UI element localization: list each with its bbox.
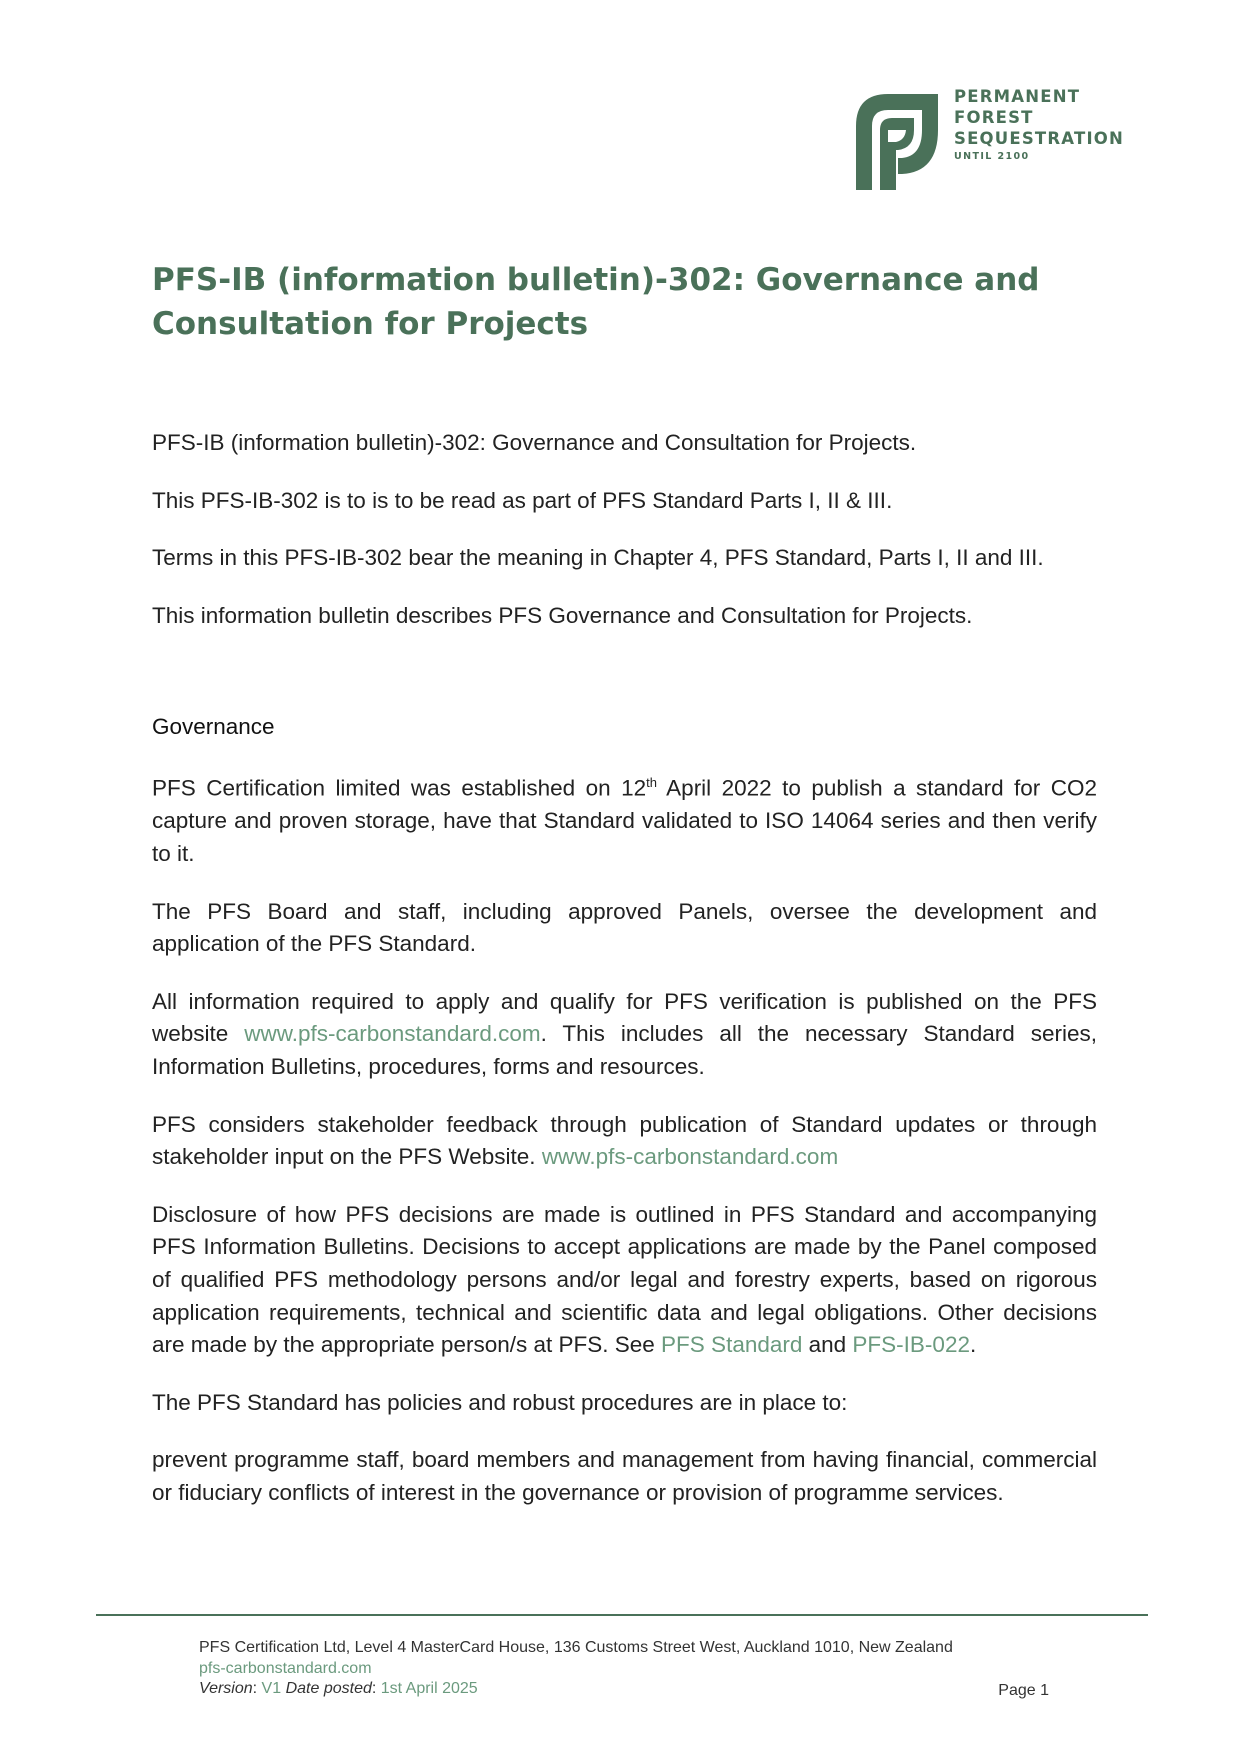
logo-wordmark xyxy=(954,86,1124,162)
page-number: Page 1 xyxy=(998,1682,1049,1699)
page-footer xyxy=(199,1638,1049,1700)
pfs-logo xyxy=(850,86,1130,196)
governance-paragraph-6: The PFS Standard has policies and robust procedures are in place to: xyxy=(152,1389,848,1415)
text: All information required to apply and qualify for PFS verification is published on the PFS website xyxy=(152,988,1097,1047)
intro-paragraph-2: This PFS-IB-302 is to is to be read as part of PFS Standard Parts I, II & III. xyxy=(152,487,893,513)
website-link[interactable]: www.pfs-carbonstandard.com xyxy=(244,1021,541,1047)
website-link[interactable]: www.pfs-carbonstandard.com xyxy=(541,1144,839,1170)
intro-paragraph-3: Terms in this PFS-IB-302 bear the meaning in Chapter 4, PFS Standard, Parts I, II and III. xyxy=(152,545,1044,571)
text: PFS considers stakeholder feedback through publication of Standard updates or through stakeholder input on the PFS Website. xyxy=(152,1111,1097,1170)
logo-line-1: PERMANENT xyxy=(954,87,1081,106)
logo-tagline: UNTIL 2100 xyxy=(954,151,1030,162)
document-body xyxy=(152,427,1097,1535)
text: . xyxy=(969,1332,977,1358)
logo-line-3: SEQUESTRATION xyxy=(954,129,1125,148)
version-label: Version xyxy=(199,1680,253,1697)
text: . This includes all the necessary Standard series, Information Bulletins, procedures, forms and resources. xyxy=(152,1021,1097,1080)
section-spacer xyxy=(152,657,1097,711)
governance-paragraph-2: The PFS Board and staff, including approved Panels, oversee the development and application of the PFS Standard. xyxy=(152,898,1097,957)
document-title: PFS-IB (information bulletin)-302: Governance and Consultation for Projects xyxy=(152,262,1040,342)
footer-divider xyxy=(96,1614,1148,1616)
governance-paragraph-1 xyxy=(152,767,1097,870)
version-separator: : xyxy=(252,1680,262,1697)
ordinal-suffix: th xyxy=(646,775,657,791)
footer-website-link[interactable]: pfs-carbonstandard.com xyxy=(199,1659,372,1677)
governance-paragraph-3 xyxy=(152,986,1097,1084)
governance-paragraph-4 xyxy=(152,1109,1097,1174)
footer-version-line xyxy=(199,1679,1049,1700)
governance-paragraph-5 xyxy=(152,1199,1097,1362)
text: Disclosure of how PFS decisions are made is outlined in PFS Standard and accompanying PFS Information Bulletins. Decisions to accept applications are made by the Panel composed of qualified PFS methodology persons and/or legal and forestry experts, based on rigorous application requirements, technical and scientific data and legal obligations. Other decisions are made by the appropriate person/s at PFS. See xyxy=(152,1201,1097,1358)
date-label: Date posted xyxy=(285,1680,372,1697)
intro-paragraph-4: This information bulletin describes PFS Governance and Consultation for Projects. xyxy=(152,602,973,628)
governance-paragraph-7: prevent programme staff, board members and management from having financial, commercial or fiduciary conflicts of interest in the governance or provision of programme services. xyxy=(152,1447,1097,1505)
logo-line-2: FOREST xyxy=(954,108,1034,127)
date-separator: : xyxy=(371,1680,381,1697)
version-value: V1 xyxy=(261,1680,282,1697)
text: April 2022 to publish a standard for CO2 capture and proven storage, have that Standard validated to ISO 14064 series and then verify to it. xyxy=(152,775,1097,867)
text: and xyxy=(802,1332,853,1358)
pfs-ib-022-link[interactable]: PFS-IB-022 xyxy=(852,1332,970,1358)
date-value: 1st April 2025 xyxy=(380,1680,478,1697)
governance-heading: Governance xyxy=(152,714,275,740)
pfs-standard-link[interactable]: PFS Standard xyxy=(661,1332,803,1358)
text: PFS Certification limited was established on 12 xyxy=(152,775,647,801)
footer-address: PFS Certification Ltd, Level 4 MasterCard House, 136 Customs Street West, Auckland 1010, New Zealand xyxy=(199,1639,953,1656)
intro-paragraph-1: PFS-IB (information bulletin)-302: Governance and Consultation for Projects. xyxy=(152,430,917,455)
pfs-leaf-icon xyxy=(850,86,942,192)
